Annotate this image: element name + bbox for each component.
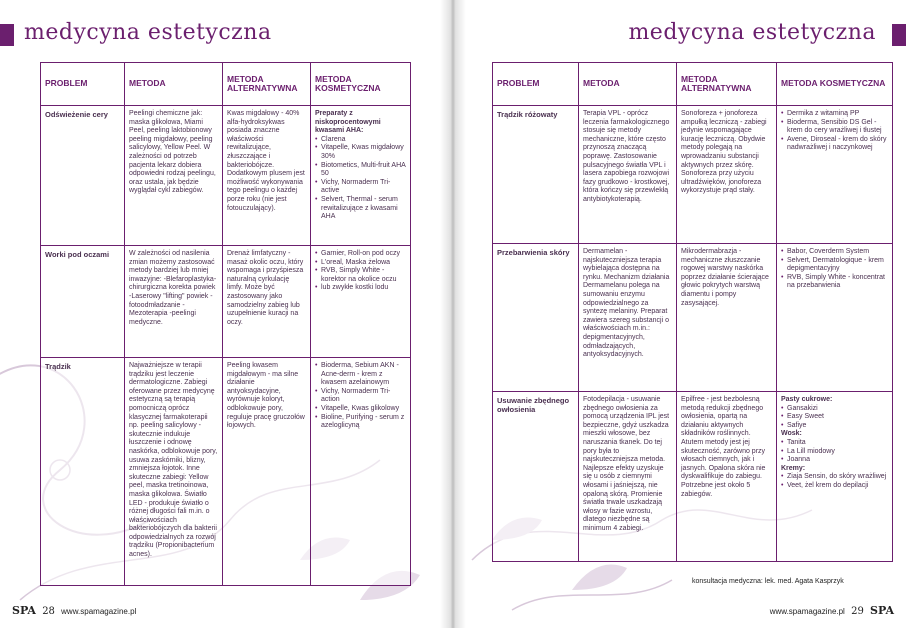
table-row xyxy=(493,106,893,244)
header-metoda: METODA xyxy=(579,63,677,106)
list-item: • Vichy, Normaderm Tri-active xyxy=(315,179,406,196)
problem-cell: Przebarwienia skóry xyxy=(493,244,579,392)
list-item: • Easy Sweet xyxy=(781,413,888,422)
alternatywna-cell: Sonoforeza + jonoforeza ampułką leczniczą - zabiegi jedynie wspomagające kurację leczniczą. Obydwie metody polegają na wprowadzaniu substancji aktywnych przez skórę. Sonoforeza przy użyciu ultradźwięków, jonoforeza wykorzystuje prąd stały. xyxy=(677,106,777,244)
kosmetyczna-cell xyxy=(777,392,893,562)
list-item: • Vitapelle, Kwas migdałowy 30% xyxy=(315,144,406,161)
list-item: • La Lill miodowy xyxy=(781,448,888,457)
magazine-logo: SPA xyxy=(12,604,36,617)
kosmetyczna-cell xyxy=(311,358,411,586)
table-row xyxy=(41,246,411,358)
kosmetyczna-cell xyxy=(311,246,411,358)
list-item: • Selvert, Dermatologique - krem depigmentacyjny xyxy=(781,257,888,274)
alternatywna-cell: Peeling kwasem migdałowym - ma silne działanie antyoksydacyjne, wyrównuje koloryt, odblokowuje pory, reguluje pracę gruczołów łojowych. xyxy=(223,358,311,586)
alternatywna-cell: Epilfree - jest bezbolesną metodą redukcji zbędnego owłosienia, opartą na działaniu aktywnych składników roślinnych. Atutem metody jest jej skuteczność, zarówno przy włosach ciemnych, jak i jasnych. Opalona skóra nie dyskwalifikuje do zabiegu. Potrzebne jest około 5 zabiegów. xyxy=(677,392,777,562)
header-metoda-kosmetyczna: METODA KOSMETYCZNA xyxy=(777,63,893,106)
section-title: medycyna estetyczna xyxy=(24,20,272,45)
problem-cell: Usuwanie zbędnego owłosienia xyxy=(493,392,579,562)
table-row xyxy=(493,392,893,562)
treatment-table-right xyxy=(492,62,893,562)
list-item: • lub zwykłe kostki lodu xyxy=(315,284,406,293)
kosmetyczna-cell xyxy=(777,106,893,244)
left-page xyxy=(0,0,450,628)
product-list xyxy=(315,250,406,293)
problem-cell: Trądzik różowaty xyxy=(493,106,579,244)
list-item: • Safiye xyxy=(781,422,888,431)
website-link[interactable]: www.spamagazine.pl xyxy=(61,607,137,616)
section-accent-bar xyxy=(0,24,14,46)
list-item: • Bioderma, Sensibio DS Gel - krem do cery wrażliwej i tłustej xyxy=(781,119,888,136)
header-problem: PROBLEM xyxy=(493,63,579,106)
list-item: • RVB, Simply White - korektor na okolice oczu xyxy=(315,267,406,284)
alternatywna-cell: Mikrodermabrazja - mechaniczne złuszczanie rogowej warstwy naskórka poprzez działanie ścierające głowic pokrytych warstwą diamentu i pompy zasysającej. xyxy=(677,244,777,392)
header-metoda: METODA xyxy=(125,63,223,106)
table-row xyxy=(493,244,893,392)
list-item: • Veet, żel krem do depilacji xyxy=(781,482,888,491)
list-item: • Dermika z witaminą PP xyxy=(781,110,888,119)
header-metoda-alternatywna: METODA ALTERNATYWNA xyxy=(223,63,311,106)
list-item: • Garnier, Roll-on pod oczy xyxy=(315,250,406,259)
page-gutter xyxy=(440,0,466,628)
list-item: • Joanna xyxy=(781,456,888,465)
product-list xyxy=(781,110,888,153)
metoda-cell: Peelingi chemiczne jak: maska glikolowa, Miami Peel, peeling laktobionowy peeling migdałowy, peeling salicylowy, Yellow Peel. W zależności od potrzeb pacjenta lekarz dobiera odpowiedni rodzaj peelingu, oraz ustala, jak będzie wyglądał cykl zabiegów. xyxy=(125,106,223,246)
list-item: • L'oreal, Maska żelowa xyxy=(315,259,406,268)
list-item: • Bioderma, Sebium AKN - Acne-derm - krem z kwasem azelainowym xyxy=(315,362,406,388)
list-item: • Clarena xyxy=(315,136,406,145)
kosmetyczna-intro: Preparaty z niskoprocentowymi kwasami AHA: xyxy=(315,110,381,135)
header-metoda-kosmetyczna: METODA KOSMETYCZNA xyxy=(311,63,411,106)
metoda-cell: Najważniejsze w terapii trądziku jest leczenie dermatologiczne. Zabiegi oferowane przez medycynę estetyczną są terapią pomocniczą oprócz klasycznej farmakoterapii np. peeling salicylowy - skutecznie indukuje łuszczenie i odnowę naskórka, odblokowuje pory, usuwa zaskórniki, blizny, zmniejsza łojotok. Inne skuteczne zabiegi: Yellow peel, maska tretinoinowa, maska glikolowa. Światło LED - produkuje światło o różnej długości fali m.in. o właściwościach bakteriobójczych dla bakterii odpowiedzialnych za rozwój trądziku (Propionibacterium acnes). xyxy=(125,358,223,586)
consultation-credit: konsultacja medyczna: lek. med. Agata Kasprzyk xyxy=(692,578,844,585)
section-accent-bar xyxy=(892,24,906,46)
list-item: • Biotometics, Multi-fruit AHA 50 xyxy=(315,162,406,179)
kosmetyczna-cell xyxy=(311,106,411,246)
product-list xyxy=(315,362,406,431)
metoda-cell: Dermamelan - najskuteczniejsza terapia wybielająca dostępna na rynku. Mechanizm działania Dermamelanu polega na sumowaniu enzymu odpowiedzialnego za syntezę melaniny. Preparat zawiera szereg substancji o właściwościach m.in.: depigmentacyjnych, odmładzających, antyoksydacyjnych. xyxy=(579,244,677,392)
treatment-table-left xyxy=(40,62,411,586)
product-group-title: Wosk: xyxy=(781,430,802,438)
magazine-logo: SPA xyxy=(870,604,894,617)
list-item: • Ziaja Sensin, do skóry wrażliwej xyxy=(781,473,888,482)
list-item: • Avene, Diroseal - krem do skóry nadwrażliwej i naczynkowej xyxy=(781,136,888,153)
website-link[interactable]: www.spamagazine.pl xyxy=(769,607,845,616)
problem-cell: Trądzik xyxy=(41,358,125,586)
list-item: • Babor, Coverderm System xyxy=(781,248,888,257)
problem-cell: Worki pod oczami xyxy=(41,246,125,358)
table-header-row xyxy=(493,63,893,106)
product-group-title: Pasty cukrowe: xyxy=(781,396,833,403)
list-item: • Vichy, Normaderm Tri-action xyxy=(315,388,406,405)
alternatywna-cell: Drenaż limfatyczny - masaż okolic oczu, który wspomaga i przyśpiesza naturalną cyrkulację limfy. Może być zastosowany jako samodzielny zabieg lub uzupełnienie kuracji na oczy. xyxy=(223,246,311,358)
list-item: • Vitapelle, Kwas glikolowy xyxy=(315,405,406,414)
kosmetyczna-cell xyxy=(777,244,893,392)
product-list xyxy=(781,439,888,465)
list-item: • Selvert, Thermal - serum rewitalizujące z kwasami AHA xyxy=(315,196,406,222)
table-header-row xyxy=(41,63,411,106)
product-list xyxy=(781,248,888,291)
product-list xyxy=(315,136,406,222)
product-list xyxy=(781,473,888,490)
table-row xyxy=(41,358,411,586)
page-footer-left xyxy=(12,604,136,617)
list-item: • RVB, Simply White - koncentrat na przebarwienia xyxy=(781,274,888,291)
header-metoda-alternatywna: METODA ALTERNATYWNA xyxy=(677,63,777,106)
product-list xyxy=(781,405,888,431)
metoda-cell: Terapia VPL - oprócz leczenia farmakologicznego stosuje się metody mechaniczne, które często przynoszą znaczącą poprawę. Zastosowanie pulsacyjnego światła VPL i lasera zapobiega rozwojowi fazy grudkowo - krostkowej, która kończy się przewlekłą antybiotykoterapią. xyxy=(579,106,677,244)
page-number: 28 xyxy=(42,606,55,617)
table-row xyxy=(41,106,411,246)
list-item: • Gansakizi xyxy=(781,405,888,414)
right-page xyxy=(452,0,906,628)
section-title: medycyna estetyczna xyxy=(628,20,876,45)
list-item: • Tanita xyxy=(781,439,888,448)
problem-cell: Odświeżenie cery xyxy=(41,106,125,246)
alternatywna-cell: Kwas migdałowy - 40% alfa-hydroksykwas posiada znaczne właściwości rewitalizujące, złuszczające i bakteriobójcze. Dodatkowym plusem jest możliwość wykonywania tego peelingu o każdej porze roku (nie jest fotouczulający). xyxy=(223,106,311,246)
page-number: 29 xyxy=(851,606,864,617)
product-group-title: Kremy: xyxy=(781,464,806,472)
metoda-cell: Fotodepilacja - usuwanie zbędnego owłosienia za pomocą urządzenia IPL jest bezpieczne, gdyż uszkadza mieszki włosowe, bez naruszania tkanek. Do tej pory była to najskuteczniejsza metoda. Najlepsze efekty uzyskuje się u osób z ciemnymi włosami i jaśniejszą, nie opaloną skórą. Promienie światła trwale uszkadzają włosy w fazie wzrostu, dlatego niezbędne są minimum 4 zabiegi. xyxy=(579,392,677,562)
list-item: • Bioline, Purifying - serum z azeloglicyną xyxy=(315,414,406,431)
metoda-cell: W zależności od nasilenia zmian możemy zastosować metody bardziej lub mniej inwazyjne: -Blefaroplastyka-chirurgiczna korekta powiek -Laserowy "lifting" powiek - fotoodmładzanie -Mezoterapia -peelingi medyczne. xyxy=(125,246,223,358)
header-problem: PROBLEM xyxy=(41,63,125,106)
page-footer-right xyxy=(770,604,894,617)
